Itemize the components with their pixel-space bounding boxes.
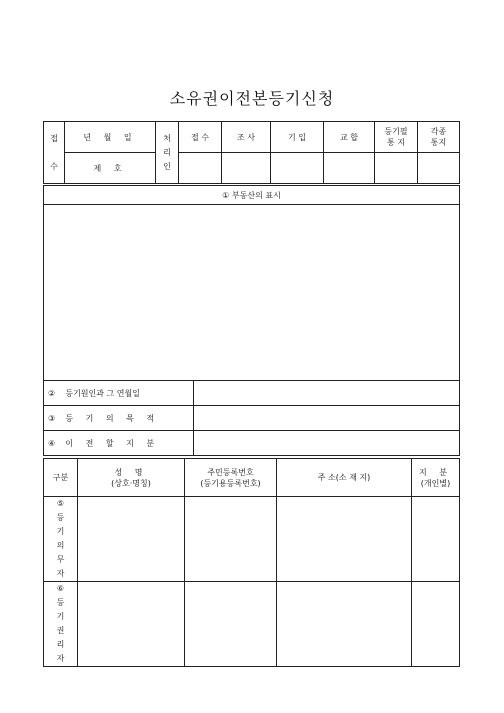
cause-date-field[interactable] [194,381,460,406]
completion-notice-cell[interactable] [375,153,418,184]
receipt-label-bottom: 수 [50,161,58,171]
holder-id-field[interactable] [185,582,277,667]
property-description-area[interactable] [44,205,460,381]
holder-share-field[interactable] [412,582,460,667]
obligor-name-field[interactable] [78,497,185,582]
obligor-id-field[interactable] [185,497,277,582]
header-name: 성 명 (상호·명칭) [78,459,185,497]
property-header: ① 부동산의 표시 [44,186,460,205]
collation-cell[interactable] [324,153,375,184]
property-table [43,185,460,456]
col-investigation: 조 사 [222,122,271,153]
receipt-number-label: 제 호 [65,153,156,184]
col-receipt: 접 수 [179,122,222,153]
receipt-table [43,121,460,184]
obligor-label: ⑤ 등 기 의 무 자 [44,497,78,582]
transfer-share-label: ④ 이 전 할 지 분 [44,431,194,456]
purpose-field[interactable] [194,406,460,431]
obligor-share-field[interactable] [412,497,460,582]
col-various-notice: 각종 통지 [418,122,460,153]
obligor-address-field[interactable] [277,497,412,582]
processor-label-cell: 처 리 인 [156,122,179,184]
holder-address-field[interactable] [277,582,412,667]
purpose-label: ③ 등 기 의 목 적 [44,406,194,431]
investigation-cell[interactable] [222,153,271,184]
cause-date-label: ② 등기원인과 그 연월일 [44,381,194,406]
entry-cell[interactable] [271,153,324,184]
transfer-share-field[interactable] [194,431,460,456]
party-table [43,458,460,667]
header-registration-number: 주민등록번호 (등기용등록번호) [185,459,277,497]
receipt-label-cell [44,122,65,184]
various-notice-cell[interactable] [418,153,460,184]
header-category: 구분 [44,459,78,497]
header-share: 지 분 (개인별) [412,459,460,497]
document-title: 소유권이전본등기신청 [169,89,335,108]
holder-name-field[interactable] [78,582,185,667]
receipt-date-label: 년 월 일 [65,122,156,153]
receipt-label-top: 접 [50,133,58,143]
col-completion-notice: 등기필 통 지 [375,122,418,153]
col-collation: 교 합 [324,122,375,153]
receipt-cell[interactable] [179,153,222,184]
holder-label: ⑥ 등 기 권 리 자 [44,582,78,667]
header-address: 주 소(소 재 지) [277,459,412,497]
col-entry: 기 입 [271,122,324,153]
